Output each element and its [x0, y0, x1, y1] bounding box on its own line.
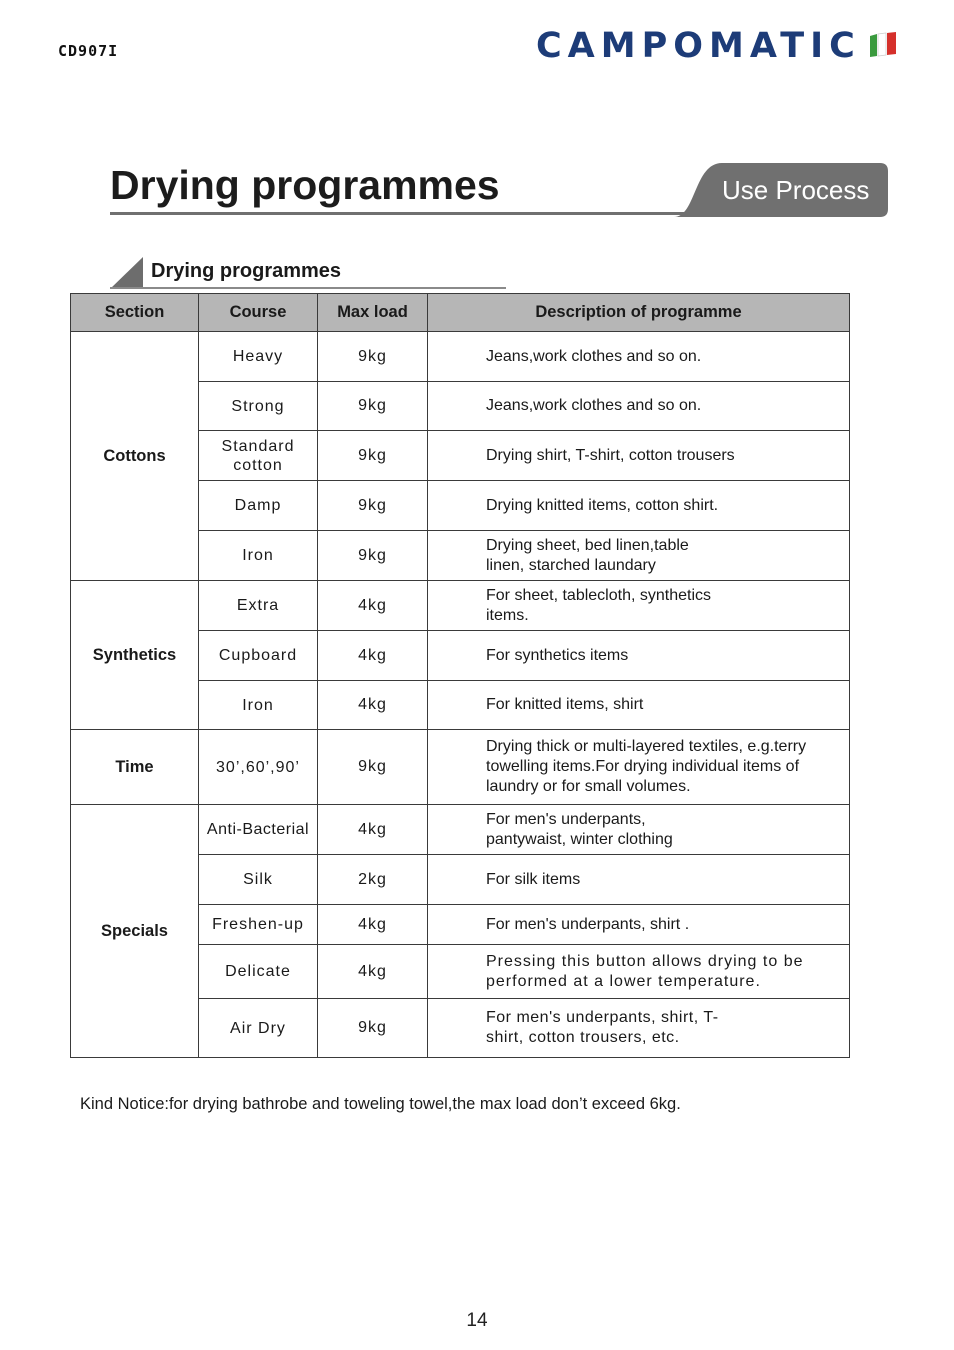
tab-label: Use Process: [722, 175, 870, 205]
header-description: Description of programme: [428, 294, 850, 332]
table-row: [71, 730, 850, 805]
description-cell: Drying sheet, bed linen,table linen, starched laundary: [428, 531, 850, 581]
load-cell: 9kg: [318, 332, 428, 382]
load-cell: 9kg: [318, 531, 428, 581]
load-cell: 4kg: [318, 945, 428, 999]
course-cell: Heavy: [199, 332, 318, 382]
course-cell: Silk: [199, 855, 318, 905]
load-cell: 9kg: [318, 431, 428, 481]
description-cell: Drying shirt, T-shirt, cotton trousers: [428, 431, 850, 481]
section-title: Drying programmes: [151, 260, 342, 282]
description-cell: For synthetics items: [428, 631, 850, 681]
description-cell: For knitted items, shirt: [428, 681, 850, 730]
header-section: Section: [71, 294, 199, 332]
italian-flag-icon: [867, 32, 897, 58]
load-cell: 4kg: [318, 805, 428, 855]
description-cell: For men's underpants, shirt .: [428, 905, 850, 945]
course-cell: Damp: [199, 481, 318, 531]
section-marker-icon: [110, 257, 143, 289]
description-cell: Pressing this button allows drying to be performed at a lower temperature.: [428, 945, 850, 999]
course-cell: Extra: [199, 581, 318, 631]
course-cell: Iron: [199, 681, 318, 730]
section-underline: [110, 287, 506, 289]
course-cell: Freshen-up: [199, 905, 318, 945]
page-title: Drying programmes: [110, 162, 500, 208]
use-process-tab: [674, 163, 888, 217]
drying-programmes-table: [70, 293, 850, 1058]
section-specials: Specials: [71, 805, 199, 1058]
load-cell: 4kg: [318, 631, 428, 681]
course-cell: Iron: [199, 531, 318, 581]
page-number: 14: [466, 1310, 488, 1331]
course-cell: Standard cotton: [199, 431, 318, 481]
brand-logo: [536, 26, 898, 66]
load-cell: 9kg: [318, 730, 428, 805]
description-cell: For men's underpants, shirt, T-shirt, cotton trousers, etc.: [428, 999, 850, 1058]
load-cell: 4kg: [318, 905, 428, 945]
description-cell: Jeans,work clothes and so on.: [428, 382, 850, 431]
course-cell: Anti-Bacterial: [199, 805, 318, 855]
header-course: Course: [199, 294, 318, 332]
course-cell: Delicate: [199, 945, 318, 999]
load-cell: 2kg: [318, 855, 428, 905]
header-max-load: Max load: [318, 294, 428, 332]
load-cell: 4kg: [318, 681, 428, 730]
section-time: Time: [71, 730, 199, 805]
course-cell: 30’,60’,90’: [199, 730, 318, 805]
description-cell: For men's underpants, pantywaist, winter clothing: [428, 805, 850, 855]
description-cell: Drying thick or multi-layered textiles, e.g.terry towelling items.For drying individual items of laundry or for small volumes.: [428, 730, 850, 805]
table-header-row: [71, 294, 850, 332]
load-cell: 4kg: [318, 581, 428, 631]
model-number: CD907I: [58, 42, 119, 60]
course-cell: Air Dry: [199, 999, 318, 1058]
description-cell: For silk items: [428, 855, 850, 905]
description-cell: Drying knitted items, cotton shirt.: [428, 481, 850, 531]
description-cell: Jeans,work clothes and so on.: [428, 332, 850, 382]
course-cell: Strong: [199, 382, 318, 431]
section-cottons: Cottons: [71, 332, 199, 581]
load-cell: 9kg: [318, 481, 428, 531]
course-cell: Cupboard: [199, 631, 318, 681]
table-row: [71, 805, 850, 855]
brand-wordmark: CAMPOMATIC: [536, 26, 861, 66]
description-cell: For sheet, tablecloth, synthetics items.: [428, 581, 850, 631]
load-cell: 9kg: [318, 999, 428, 1058]
section-synthetics: Synthetics: [71, 581, 199, 730]
kind-notice: Kind Notice:for drying bathrobe and toweling towel,the max load don’t exceed 6kg.: [80, 1095, 681, 1113]
title-underline: [110, 212, 710, 215]
table-row: [71, 581, 850, 631]
table-row: [71, 332, 850, 382]
load-cell: 9kg: [318, 382, 428, 431]
